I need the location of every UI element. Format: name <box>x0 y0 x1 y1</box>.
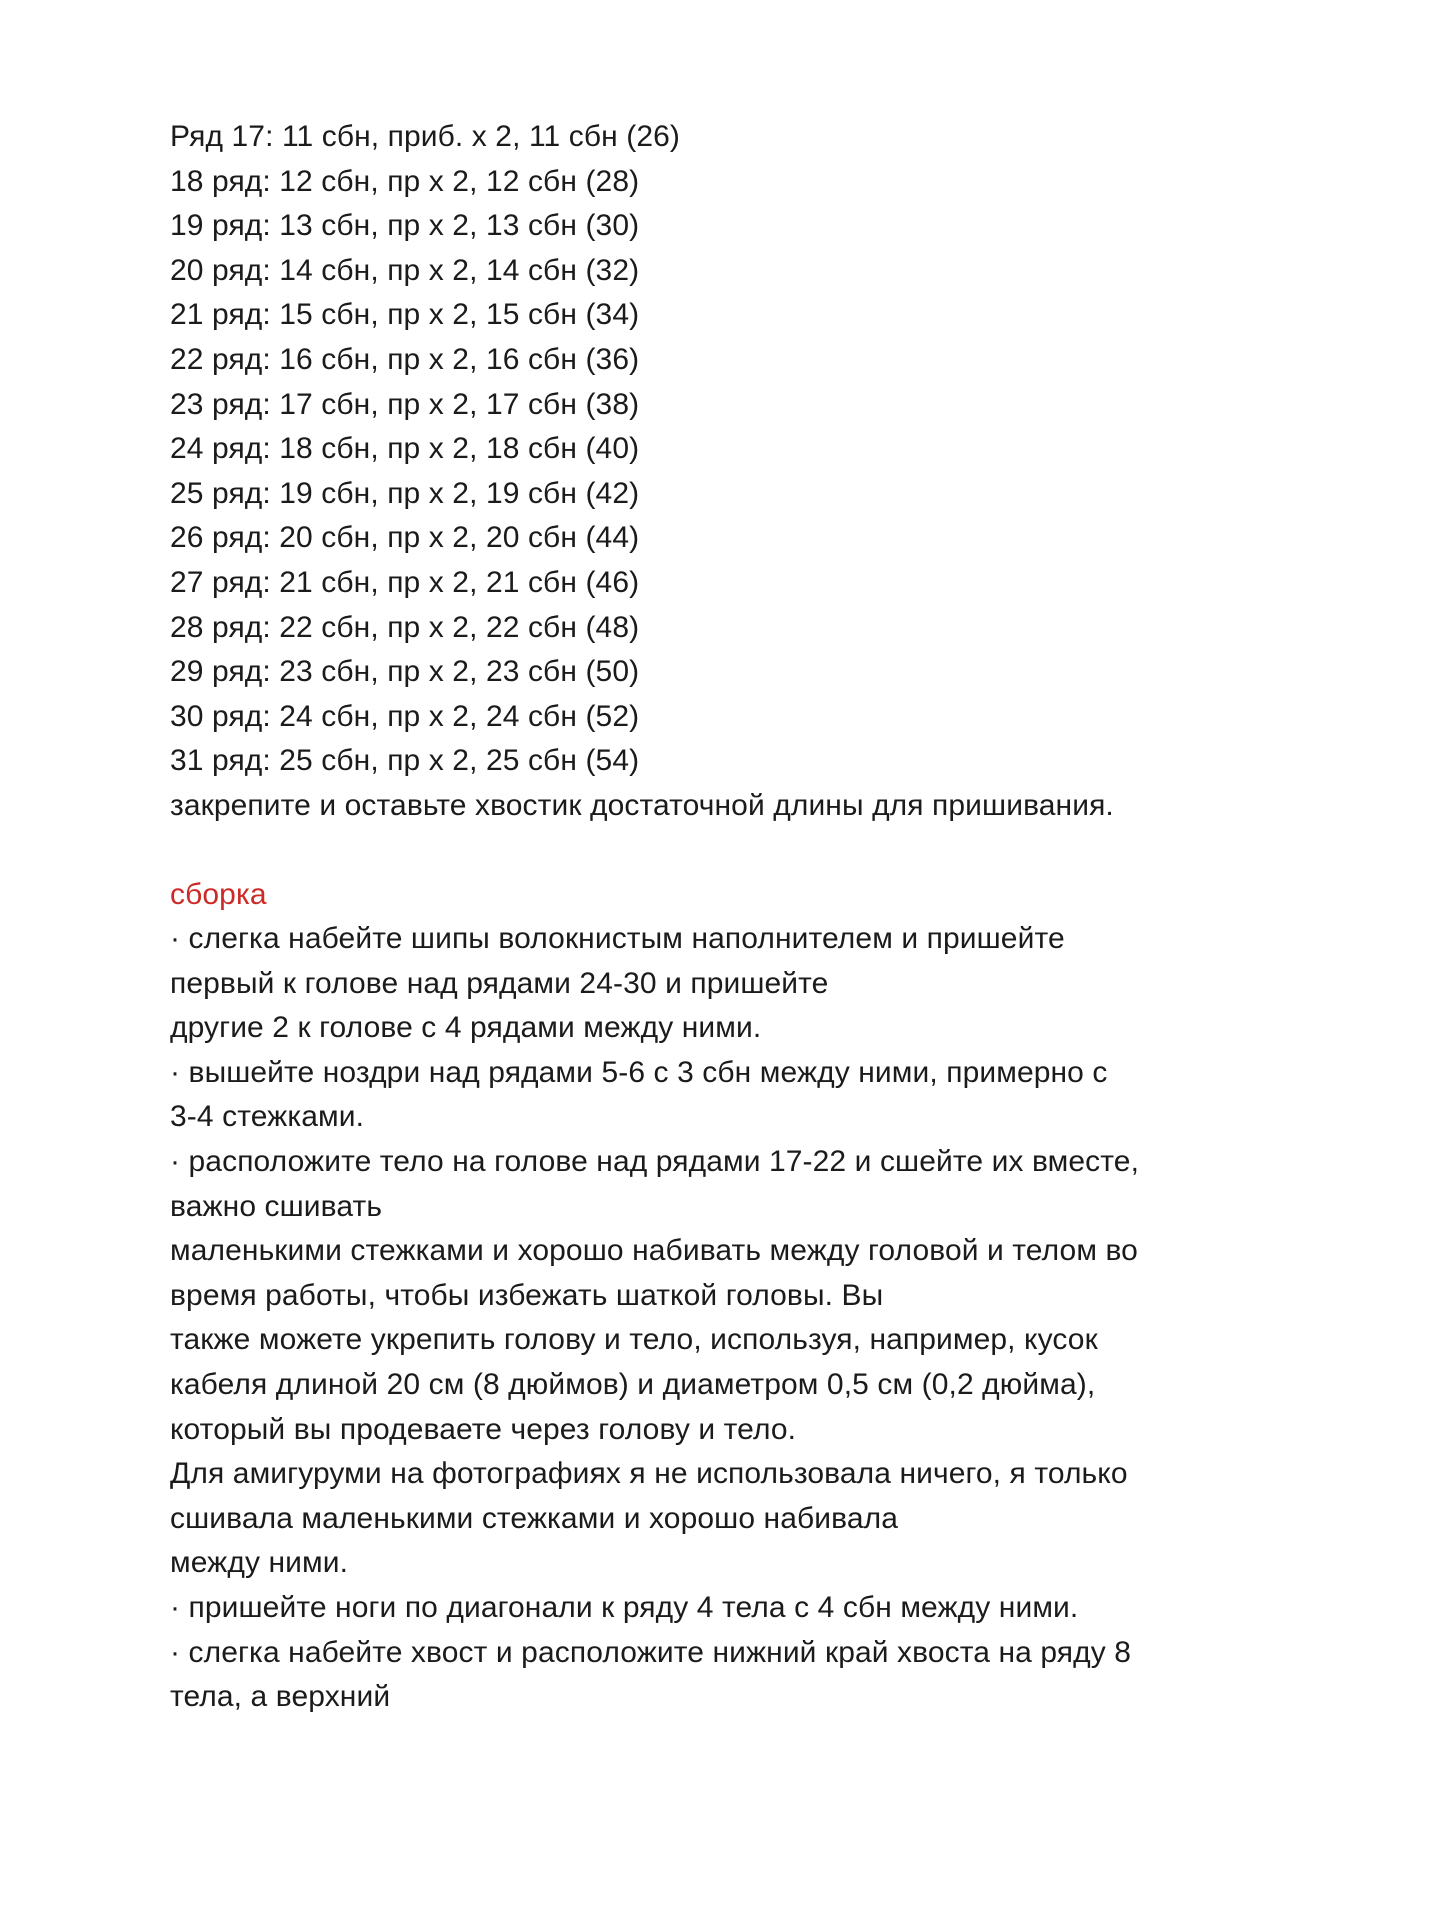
pattern-row-line: 31 ряд: 25 сбн, пр х 2, 25 сбн (54) <box>170 744 640 778</box>
assembly-line: время работы, чтобы избежать шаткой головы. Вы <box>170 1278 884 1312</box>
pattern-row-line: 26 ряд: 20 сбн, пр х 2, 20 сбн (44) <box>170 521 640 555</box>
assembly-line: сшивала маленькими стежками и хорошо набивала <box>170 1501 899 1535</box>
assembly-heading: сборка <box>170 877 267 911</box>
assembly-line: маленькими стежками и хорошо набивать между головой и телом во <box>170 1234 1138 1268</box>
assembly-line: также можете укрепить голову и тело, используя, например, кусок <box>170 1323 1098 1357</box>
assembly-line: кабеля длиной 20 см (8 дюймов) и диаметром 0,5 см (0,2 дюйма), <box>170 1368 1096 1402</box>
pattern-row-line: 23 ряд: 17 сбн, пр х 2, 17 сбн (38) <box>170 387 640 421</box>
pattern-row-line: закрепите и оставьте хвостик достаточной длины для пришивания. <box>170 788 1114 822</box>
assembly-line: · слегка набейте шипы волокнистым наполнителем и пришейте <box>170 922 1065 956</box>
pattern-row-line: 27 ряд: 21 сбн, пр х 2, 21 сбн (46) <box>170 565 640 599</box>
pattern-row-line: 25 ряд: 19 сбн, пр х 2, 19 сбн (42) <box>170 476 640 510</box>
pattern-row-line: 22 ряд: 16 сбн, пр х 2, 16 сбн (36) <box>170 342 640 376</box>
assembly-line: · слегка набейте хвост и расположите нижний край хвоста на ряду 8 <box>170 1635 1132 1669</box>
pattern-row-line: 18 ряд: 12 сбн, пр х 2, 12 сбн (28) <box>170 164 640 198</box>
assembly-section <box>170 917 1376 1720</box>
pattern-row-line: 21 ряд: 15 сбн, пр х 2, 15 сбн (34) <box>170 298 640 332</box>
pattern-row-line: 29 ряд: 23 сбн, пр х 2, 23 сбн (50) <box>170 655 640 689</box>
assembly-line: тела, а верхний <box>170 1680 391 1714</box>
pattern-rows-section <box>170 115 1376 829</box>
pattern-row-line: 28 ряд: 22 сбн, пр х 2, 22 сбн (48) <box>170 610 640 644</box>
assembly-line: Для амигуруми на фотографиях я не использовала ничего, я только <box>170 1457 1128 1491</box>
pattern-row-line: 30 ряд: 24 сбн, пр х 2, 24 сбн (52) <box>170 699 640 733</box>
assembly-line: · вышейте ноздри над рядами 5-6 с 3 сбн между ними, примерно с <box>170 1055 1108 1089</box>
assembly-line: который вы продеваете через голову и тело. <box>170 1412 797 1446</box>
pattern-row-line: 24 ряд: 18 сбн, пр х 2, 18 сбн (40) <box>170 432 640 466</box>
assembly-line: важно сшивать <box>170 1189 383 1223</box>
assembly-line: · пришейте ноги по диагонали к ряду 4 тела с 4 сбн между ними. <box>170 1591 1079 1624</box>
assembly-line: 3-4 стежками. <box>170 1100 365 1134</box>
assembly-line: первый к голове над рядами 24-30 и пришейте <box>170 966 829 1000</box>
assembly-line: другие 2 к голове с 4 рядами между ними. <box>170 1011 762 1045</box>
assembly-line: между ними. <box>170 1546 349 1580</box>
pattern-row-line: 19 ряд: 13 сбн, пр х 2, 13 сбн (30) <box>170 209 640 243</box>
assembly-line: · расположите тело на голове над рядами 17-22 и сшейте их вместе, <box>170 1145 1140 1179</box>
pattern-row-line: Ряд 17: 11 сбн, приб. х 2, 11 сбн (26) <box>170 120 680 153</box>
pattern-row-line: 20 ряд: 14 сбн, пр х 2, 14 сбн (32) <box>170 253 640 287</box>
